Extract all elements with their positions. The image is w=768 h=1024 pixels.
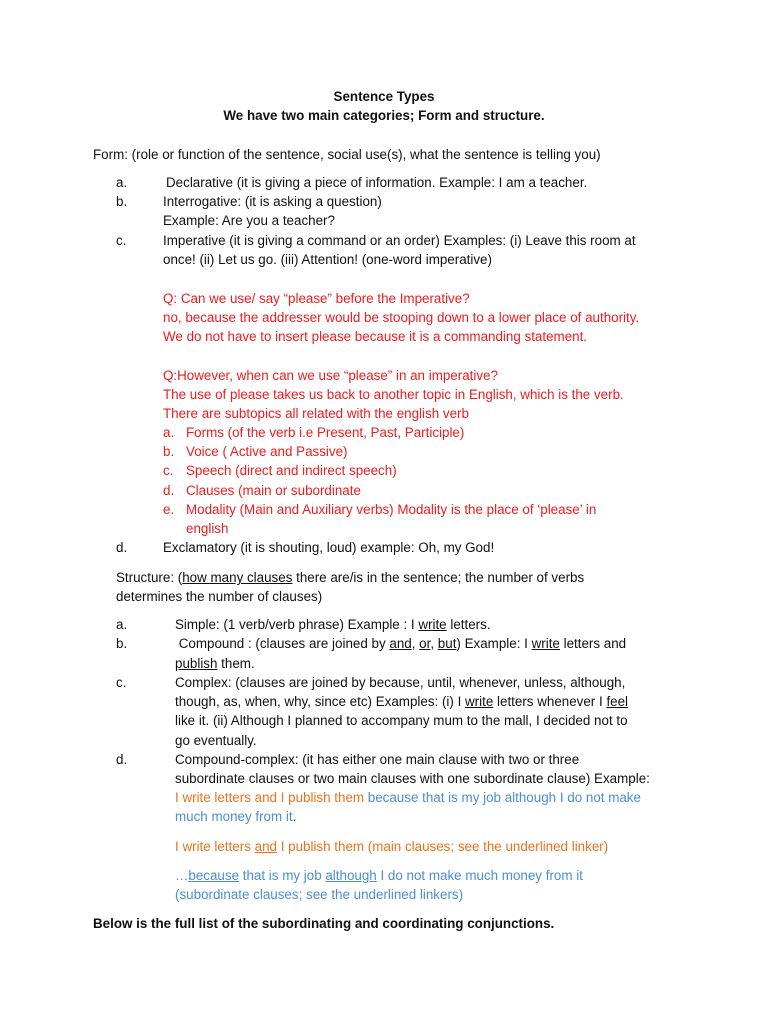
form-intro: Form: (role or function of the sentence, social use(s), what the sentence is telling you) bbox=[93, 147, 601, 162]
form-item-interrogative: Interrogative: (it is asking a question) bbox=[163, 194, 382, 209]
structure-item-complex-cont: though, as, when, why, since etc) Examples: (i) I write letters whenever I feel bbox=[175, 694, 629, 709]
list-label: b. bbox=[116, 636, 128, 651]
answer-1-line1: no, because the addresser would be stooping down to a lower place of authority. bbox=[163, 310, 640, 325]
structure-item-compound: Compound : (clauses are joined by and, or, but) Example: I write letters and bbox=[175, 636, 627, 651]
page-subtitle: We have two main categories; Form and structure. bbox=[223, 108, 545, 123]
structure-item-simple: Simple: (1 verb/verb phrase) Example : I write letters. bbox=[175, 617, 491, 632]
answer-1-line2: We do not have to insert please because it is a commanding statement. bbox=[163, 329, 588, 344]
structure-item-compound-complex-cont: subordinate clauses or two main clauses with one subordinate clause) Example: bbox=[175, 771, 650, 786]
structure-item-complex-cont: go eventually. bbox=[175, 733, 257, 748]
conjunctions-heading: Below is the full list of the subordinating and coordinating conjunctions. bbox=[93, 916, 555, 931]
compound-complex-example: I write letters and I publish them because that is my job although I do not make bbox=[175, 790, 641, 805]
subtopic-label: c. bbox=[163, 463, 174, 478]
structure-item-complex: Complex: (clauses are joined by because, until, whenever, unless, although, bbox=[175, 675, 626, 690]
form-item-declarative: Declarative (it is giving a piece of information. Example: I am a teacher. bbox=[166, 175, 588, 190]
subtopic-item: Modality (Main and Auxiliary verbs) Modality is the place of ‘please’ in bbox=[186, 502, 597, 517]
subtopic-item: Forms (of the verb i.e Present, Past, Participle) bbox=[186, 425, 465, 440]
subordinate-clauses-example: …because that is my job although I do not make much money from it bbox=[175, 868, 583, 883]
list-label: a. bbox=[116, 175, 128, 190]
question-2: Q:However, when can we use “please” in an imperative? bbox=[163, 368, 498, 383]
list-label: a. bbox=[116, 617, 128, 632]
list-label: d. bbox=[116, 752, 128, 767]
structure-item-compound-cont: publish them. bbox=[175, 656, 255, 671]
subtopic-label: e. bbox=[163, 502, 175, 517]
list-label: c. bbox=[116, 233, 127, 248]
compound-complex-example-cont: much money from it. bbox=[175, 809, 297, 824]
answer-2-line1: The use of please takes us back to another topic in English, which is the verb. bbox=[163, 387, 624, 402]
question-1: Q: Can we use/ say “please” before the Imperative? bbox=[163, 291, 470, 306]
structure-intro-cont: determines the number of clauses) bbox=[116, 589, 323, 604]
answer-2-line2: There are subtopics all related with the english verb bbox=[163, 406, 469, 421]
subtopic-item-cont: english bbox=[186, 521, 229, 536]
subtopic-item: Voice ( Active and Passive) bbox=[186, 444, 348, 459]
subtopic-item: Clauses (main or subordinate bbox=[186, 483, 361, 498]
list-label: d. bbox=[116, 540, 128, 555]
subordinate-clauses-example-cont: (subordinate clauses; see the underlined linkers) bbox=[175, 887, 464, 902]
page-title: Sentence Types bbox=[333, 89, 435, 104]
structure-item-compound-complex: Compound-complex: (it has either one main clause with two or three bbox=[175, 752, 580, 767]
form-item-interrogative-example: Example: Are you a teacher? bbox=[163, 213, 335, 228]
subtopic-item: Speech (direct and indirect speech) bbox=[186, 463, 397, 478]
form-item-imperative-cont: once! (ii) Let us go. (iii) Attention! (one-word imperative) bbox=[163, 252, 492, 267]
form-item-exclamatory: Exclamatory (it is shouting, loud) example: Oh, my God! bbox=[163, 540, 495, 555]
main-clauses-example: I write letters and I publish them (main clauses; see the underlined linker) bbox=[175, 839, 609, 854]
form-item-imperative: Imperative (it is giving a command or an order) Examples: (i) Leave this room at bbox=[163, 233, 636, 248]
list-label: b. bbox=[116, 194, 128, 209]
list-label: c. bbox=[116, 675, 127, 690]
subtopic-label: b. bbox=[163, 444, 175, 459]
structure-item-complex-cont: like it. (ii) Although I planned to accompany mum to the mall, I decided not to bbox=[175, 713, 628, 728]
subtopic-label: a. bbox=[163, 425, 175, 440]
subtopic-label: d. bbox=[163, 483, 175, 498]
structure-intro: Structure: (how many clauses there are/is in the sentence; the number of verbs bbox=[116, 570, 585, 585]
